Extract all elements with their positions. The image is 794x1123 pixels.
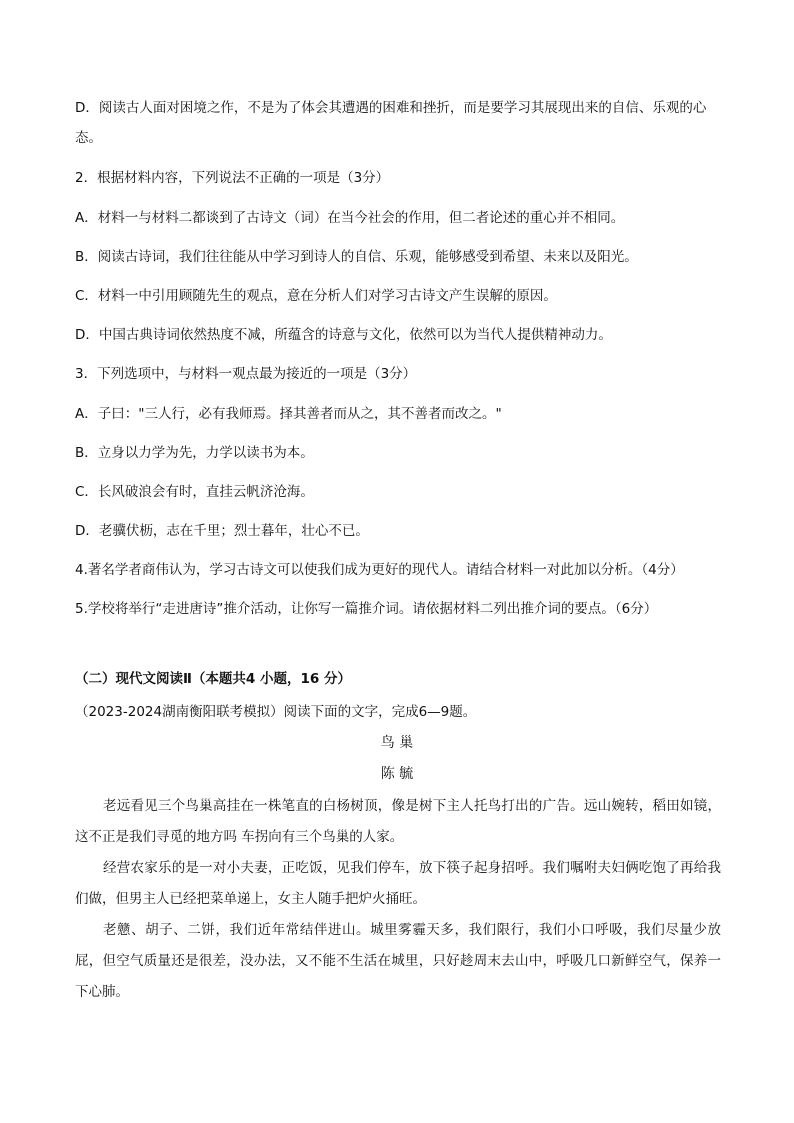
q1-option-d-line1: D．阅读古人面对困境之作，不是为了体会其遭遇的困难和挫折，而是要学习其展现出来的自信、乐观的心 — [75, 100, 707, 116]
q3-option-a: A．子曰："三人行，必有我师焉。择其善者而从之，其不善者而改之。" — [75, 406, 502, 422]
story-paragraph-2: 经营农家乐的是一对小夫妻，正吃饭，见我们停车，放下筷子起身招呼。我们嘱咐夫妇俩吃饱了再给我们做，但男主人已经把菜单递上，女主人随手把炉火捅旺。 — [75, 860, 721, 907]
section-source: （2023-2024湖南衡阳联考模拟）阅读下面的文字，完成6—9题。 — [75, 704, 477, 720]
story-author: 陈 毓 — [380, 766, 414, 782]
q4-question: 4.著名学者商伟认为，学习古诗文可以使我们成为更好的现代人。请结合材料一对此加以分析。（4分） — [75, 562, 684, 578]
q3-stem: 3．下列选项中，与材料一观点最为接近的一项是（3分） — [75, 366, 417, 382]
q3-option-b: B．立身以力学为先，力学以读书为本。 — [75, 445, 314, 461]
q2-option-b: B．阅读古诗词，我们往往能从中学习到诗人的自信、乐观，能够感受到希望、未来以及阳光。 — [75, 249, 638, 265]
story-title: 鸟 巢 — [380, 735, 414, 751]
q2-option-d: D．中国古典诗词依然热度不减，所蕴含的诗意与文化，依然可以为当代人提供精神动力。 — [75, 327, 612, 343]
q2-option-c: C．材料一中引用顾随先生的观点，意在分析人们对学习古诗文产生误解的原因。 — [75, 288, 557, 304]
q1-option-d-line2: 态。 — [75, 130, 102, 146]
q2-option-a: A．材料一与材料二都谈到了古诗文（词）在当今社会的作用，但二者论述的重心并不相同。 — [75, 210, 625, 226]
q3-option-c: C．长风破浪会有时，直挂云帆济沧海。 — [75, 484, 314, 500]
section-heading: （二）现代文阅读Ⅱ（本题共4 小题，16 分） — [75, 671, 351, 687]
q2-stem: 2．根据材料内容，下列说法不正确的一项是（3分） — [75, 170, 390, 186]
q5-question: 5.学校将举行“走进唐诗”推介活动，让你写一篇推介词。请依据材料二列出推介词的要点。（6分） — [75, 601, 658, 617]
q3-option-d: D．老骥伏枥，志在千里；烈士暮年，壮心不已。 — [75, 523, 369, 539]
story-paragraph-1: 老远看见三个鸟巢高挂在一株笔直的白杨树顶，像是树下主人托鸟打出的广告。远山婉转，稻田如镜，这不正是我们寻觅的地方吗 车拐向有三个鸟巢的人家。 — [75, 798, 721, 845]
story-paragraph-3: 老戆、胡子、二饼，我们近年常结伴进山。城里雾霾天多，我们限行，我们小口呼吸，我们尽量少放屁，但空气质量还是很差，没办法，又不能不生活在城里，只好趁周末去山中，呼吸几口新鲜空气，保养一下心肺。 — [75, 922, 721, 1000]
